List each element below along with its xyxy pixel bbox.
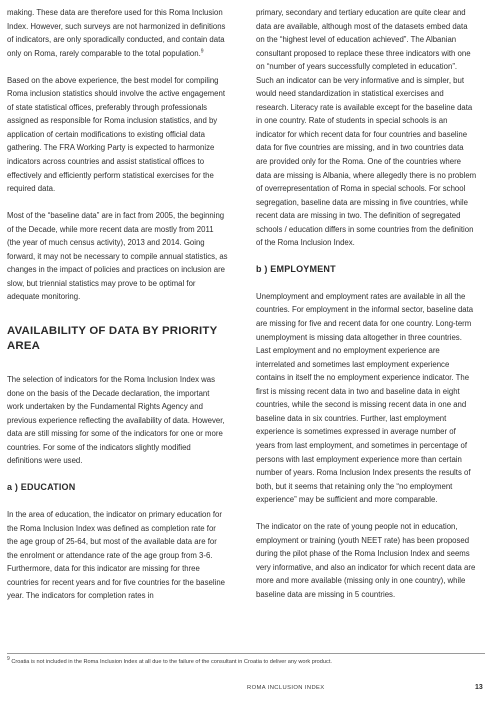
paragraph-best-model: Based on the above experience, the best model for compiling Roma inclusion statistics should involve the active engagement of state statistical offices, preferably through professionals assigned as responsible for Roma inclusion statistics, and by application of certain modifications to existing official data gathering. The FRA Working Party is expected to harmonize indicators across countries and assist statistical offices to effectively and efficiently perform statistical exercises for the required data. bbox=[7, 75, 225, 194]
paragraph-baseline-data: Most of the “baseline data” are in fact from 2005, the beginning of the Decade, while more recent data are mostly from 2011 (the year of much census activity), 2013 and 2014. Going forward, it may not be necessary to compile annual statistics, as changes in the impact of policies and practices on inclusion are slow, but triennial statistics may prove to be optimal for adequate monitoring. bbox=[7, 211, 228, 302]
paragraph-employment: Unemployment and employment rates are available in all the countries. For employment in the informal sector, baseline data are missing for five and recent data for one country. Long-term unemployment is missing data altogether in three countries. Last employment and no employment experience are interrelated and sometimes last employment experience contains in itself the no employment experience indicator. The first is missing recent data in two and baseline data in eight countries, while the second is missing recent data in one and baseline data in six countries. Further, last employment experience is sometimes expressed in average number of years from last employment, and sometimes in percentage of persons with last employment experience more than certain number of years. Roma Inclusion Index presents the results of both, but it seems that retaining only the “no employment experience” may be sufficient and more comparable. bbox=[256, 291, 474, 505]
paragraph-data-harmonization: making. These data are therefore used for this Roma Inclusion Index. However, such surveys are not harmonized in definitions of indicators, are only sporadically conducted, and contain data only on Roma, rarely comparable to the total population.$^9$ bbox=[7, 8, 226, 58]
subheading-employment: b ) EMPLOYMENT bbox=[256, 264, 336, 275]
footnote-divider bbox=[7, 653, 485, 654]
footnote-ref-9[interactable]: 9 bbox=[200, 48, 204, 55]
paragraph-youth-neet: The indicator on the rate of young people not in education, employment or training (youth NEET rate) has been proposed during the pilot phase of the Roma Inclusion Index and seems very informative, and also an indicator for which recent data are more and more available (missing only in one country), while baseline data are missing in 5 countries. bbox=[256, 522, 476, 599]
paragraph-education-continued: primary, secondary and tertiary education are quite clear and data are available, although most of the datasets embed data on the “highest level of education achieved”. The Albanian consultant proposed to replace these three indicators with one on “number of years successfully completed in education”. Such an indicator can be very informative and is simpler, but would need standardization in statistical exercises and research. Literacy rate is available except for the baseline data in one country. Rate of students in special schools is an indicator for which recent data for four countries and baseline data for five countries are missing, and in two countries data are provided only for the Roma. One of the countries where data are missing is Albania, where allegedly there is no problem of overrepresentation of Roma in special schools. For school segregation, baseline data are missing in five countries, while recent data are missing in two. The definition of segregated schools / education differs in some countries from the definition of the Roma Inclusion Index. bbox=[256, 8, 477, 248]
left-column bbox=[7, 6, 228, 603]
running-title: ROMA INCLUSION INDEX bbox=[247, 685, 325, 691]
paragraph-indicator-selection: The selection of indicators for the Roma Inclusion Index was done on the basis of the Decade declaration, the important work undertaken by the Fundamental Rights Agency and previous experience reflecting the availability of data. However, data are still missing for some of the indicators for one or more countries. For some of the indicators slightly modified definitions were used. bbox=[7, 375, 225, 466]
footnote-mark: 9 bbox=[7, 656, 10, 663]
footnote bbox=[7, 658, 332, 666]
paragraph-education: In the area of education, the indicator on primary education for the Roma Inclusion Index was defined as completion rate for the age group of 25-64, but most of the available data are for the enrolment or attendance rate of the age group from 3-6. Furthermore, data for this indicator are missing for three countries for recent years and for five countries for the baseline year. The indicators for completion rates in bbox=[7, 509, 225, 601]
right-column bbox=[256, 6, 477, 602]
footnote-text: Croatia is not included in the Roma Inclusion Index at all due to the failure of the consultant in Croatia to deliver any work product. bbox=[11, 659, 332, 665]
subheading-education: a ) EDUCATION bbox=[7, 482, 76, 493]
page-number: 13 bbox=[475, 684, 483, 691]
section-heading-availability: AVAILABILITY OF DATA BY PRIORITY AREA bbox=[7, 325, 218, 352]
